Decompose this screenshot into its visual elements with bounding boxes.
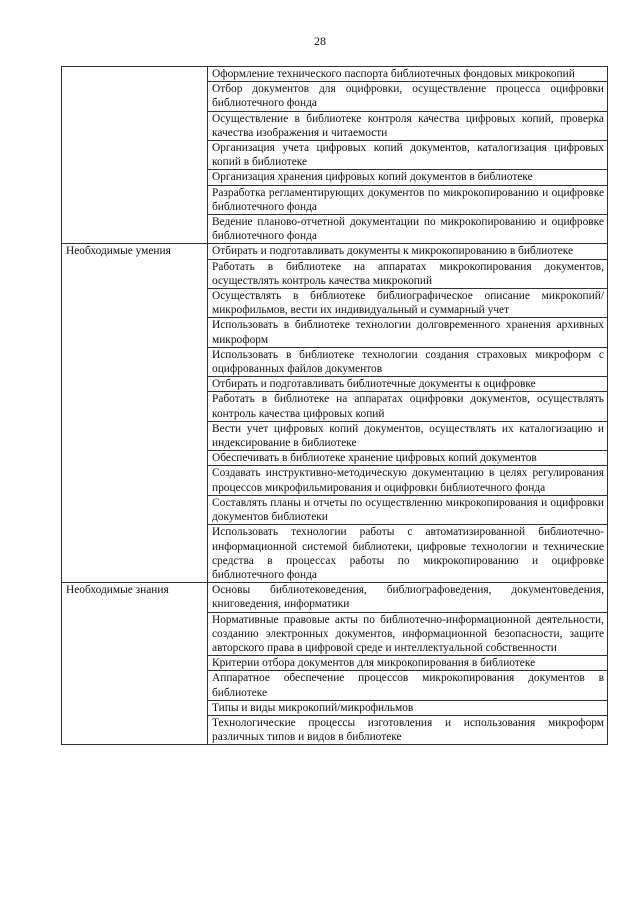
item-cell: Использовать технологии работы с автоматизированной библиотечно-информационной системой библиотеки, цифровые технологии и технические средства в процессах работы по микрокопированию и оцифровке библиотечного фонда: [208, 525, 608, 583]
item-cell: Нормативные правовые акты по библиотечно-информационной деятельности, созданию электронных документов, информационной безопасности, защите авторского права в цифровой среде и интеллектуальной собственности: [208, 612, 608, 656]
item-cell: Работать в библиотеке на аппаратах микрокопирования документов, осуществлять контроль качества микрокопий: [208, 259, 608, 288]
category-cell: [62, 67, 208, 244]
table-row: [62, 583, 608, 612]
item-cell: Технологические процессы изготовления и использования микроформ различных типов и видов в библиотеке: [208, 715, 608, 744]
item-cell: Использовать в библиотеке технологии создания страховых микроформ с оцифрованных файлов документов: [208, 347, 608, 376]
item-cell: Отбирать и подготавливать документы к микрокопированию в библиотеке: [208, 244, 608, 259]
item-cell: Основы библиотековедения, библиографоведения, документоведения, книговедения, информатики: [208, 583, 608, 612]
requirements-table: [61, 66, 608, 745]
page-number: 28: [314, 34, 326, 48]
item-cell: Обеспечивать в библиотеке хранение цифровых копий документов: [208, 451, 608, 466]
item-cell: Работать в библиотеке на аппаратах оцифровки документов, осуществлять контроль качества цифровых копий: [208, 392, 608, 421]
item-cell: Отбирать и подготавливать библиотечные документы к оцифровке: [208, 377, 608, 392]
item-cell: Осуществлять в библиотеке библиографическое описание микрокопий/микрофильмов, вести их индивидуальный и суммарный учет: [208, 289, 608, 318]
item-cell: Критерии отбора документов для микрокопирования в библиотеке: [208, 656, 608, 671]
item-cell: Отбор документов для оцифровки, осуществление процесса оцифровки библиотечного фонда: [208, 82, 608, 111]
table-row: [62, 244, 608, 259]
item-cell: Вести учет цифровых копий документов, осуществлять их каталогизацию и индексирование в библиотеке: [208, 421, 608, 450]
item-cell: Организация хранения цифровых копий документов в библиотеке: [208, 170, 608, 185]
item-cell: Составлять планы и отчеты по осуществлению микрокопирования и оцифровки документов библиотеки: [208, 495, 608, 524]
requirements-table-body: [62, 67, 608, 745]
category-cell: Необходимые знания: [62, 583, 208, 745]
item-cell: Оформление технического паспорта библиотечных фондовых микрокопий: [208, 67, 608, 82]
table-row: [62, 67, 608, 82]
item-cell: Типы и виды микрокопий/микрофильмов: [208, 700, 608, 715]
item-cell: Создавать инструктивно-методическую документацию в целях регулирования процессов микрофильмирования и оцифровки библиотечного фонда: [208, 466, 608, 495]
item-cell: Осуществление в библиотеке контроля качества цифровых копий, проверка качества изображения и читаемости: [208, 111, 608, 140]
item-cell: Использовать в библиотеке технологии долговременного хранения архивных микроформ: [208, 318, 608, 347]
category-cell: Необходимые умения: [62, 244, 208, 583]
item-cell: Аппаратное обеспечение процессов микрокопирования документов в библиотеке: [208, 671, 608, 700]
item-cell: Ведение планово-отчетной документации по микрокопированию и оцифровке библиотечного фонда: [208, 215, 608, 244]
item-cell: Организация учета цифровых копий документов, каталогизация цифровых копий в библиотеке: [208, 141, 608, 170]
item-cell: Разработка регламентирующих документов по микрокопированию и оцифровке библиотечного фонда: [208, 185, 608, 214]
